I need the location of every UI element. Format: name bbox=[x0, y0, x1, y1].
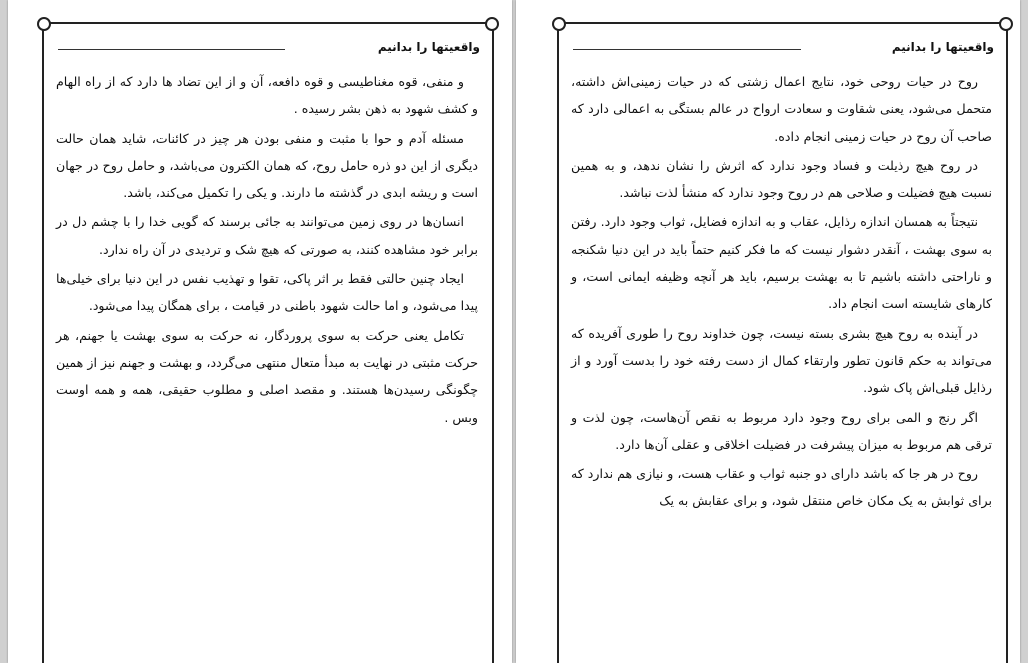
paragraph: و منفی، قوه مغناطیسی و قوه دافعه، آن و از این تضاد ها دارد که از راه الهام و کشف شهود به ذهن بشر رسیده . bbox=[56, 74, 478, 117]
page-border bbox=[42, 22, 494, 663]
page-body bbox=[56, 68, 478, 433]
page-left bbox=[8, 0, 512, 663]
corner-ornament bbox=[552, 17, 566, 31]
page-right bbox=[516, 0, 1020, 663]
header-rule bbox=[58, 49, 285, 50]
paragraph: مسئله آدم و حوا با مثبت و منفی بودن هر چیز در کائنات، شاید همان حالت دیگری از این دو ذره حامل روح، که همان الکترون می‌باشد، و حامل روح در جهان است و ریشه ابدی در گذشته ما دارند. و یکی را تکمیل می‌کند، باشد. bbox=[56, 130, 478, 201]
page-header bbox=[559, 40, 1006, 62]
paragraph: اگر رنج و المی برای روح وجود دارد مربوط به نقص آن‌هاست، چون لذت و ترقی هم مربوط به میزان پیشرفت در فضیلت اخلاقی و عقلی آن‌ها دارد. bbox=[571, 409, 992, 452]
corner-ornament bbox=[37, 17, 51, 31]
corner-ornament bbox=[485, 17, 499, 31]
paragraph: در آینده به روح هیچ بشری بسته نیست، چون خداوند روح را طوری آفریده که می‌تواند به حکم قانون تطور وارتقاء کمال از دست رفته خود را بدست آورد و از رذایل قبلی‌اش پاک شود. bbox=[571, 325, 992, 396]
paragraph: انسان‌ها در روی زمین می‌توانند به جائی برسند که گویی خدا را با چشم دل در برابر خود مشاهده کنند، به صورتی که هیچ شک و تردیدی در آن راه ندارد. bbox=[56, 214, 478, 257]
paragraph: تکامل یعنی حرکت به سوی پروردگار، نه حرکت به سوی بهشت یا جهنم، هر حرکت مثبتی در نهایت به مبدأ متعال منتهی می‌گردد، و بهشت و جهنم نیز از همین چگونگی رسیدن‌ها هستند. و مقصد اصلی و مطلوب حقیقی، همه و همه اوست وبس . bbox=[56, 327, 478, 425]
page-header bbox=[44, 40, 492, 62]
paragraph: روح در هر جا که باشد دارای دو جنبه ثواب و عقاب هست، و نیازی هم ندارد که برای ثوابش به یک مکان خاص منتقل شود، و برای عقابش به یک bbox=[571, 466, 992, 509]
paragraph: نتیجتاً به همسان اندازه رذایل، عقاب و به اندازه فضایل، ثواب وجود دارد. رفتن به سوی بهشت ، آنقدر دشوار نیست که ما فکر کنیم حتماً باید در این دنیا شکنجه و ناراحتی داشته باشیم تا به بهشت برسیم، باید هر آنچه وظیفه ایمانی است، و کارهای شایسته است انجام داد. bbox=[571, 214, 992, 312]
paragraph: روح در حیات روحی خود، نتایج اعمال زشتی که در حیات زمینی‌اش داشته، متحمل می‌شود، یعنی شقاوت و سعادت ارواح در عالم بستگی به اعمالی دارد که صاحب آن روح در حیات زمینی انجام داده. bbox=[571, 74, 992, 144]
page-body bbox=[571, 68, 992, 517]
paragraph: در روح هیچ رذیلت و فساد وجود ندارد که اثرش را نشان ندهد، و به همین نسبت هیچ فضیلت و صلاحی هم در روح وجود ندارد که منشأ لذت نباشد. bbox=[571, 157, 992, 201]
header-title: واقعیتها را بدانیم bbox=[377, 40, 480, 54]
corner-ornament bbox=[999, 17, 1013, 31]
paragraph: ایجاد چنین حالتی فقط بر اثر پاکی، تقوا و تهذیب نفس در این دنیا برای خیلی‌ها پیدا می‌شود، و اما حالت شهود باطنی در قیامت ، برای همگان پیدا می‌شود. bbox=[56, 271, 478, 314]
page-border bbox=[557, 22, 1008, 663]
header-title: واقعیتها را بدانیم bbox=[891, 40, 994, 54]
header-rule bbox=[573, 49, 801, 50]
